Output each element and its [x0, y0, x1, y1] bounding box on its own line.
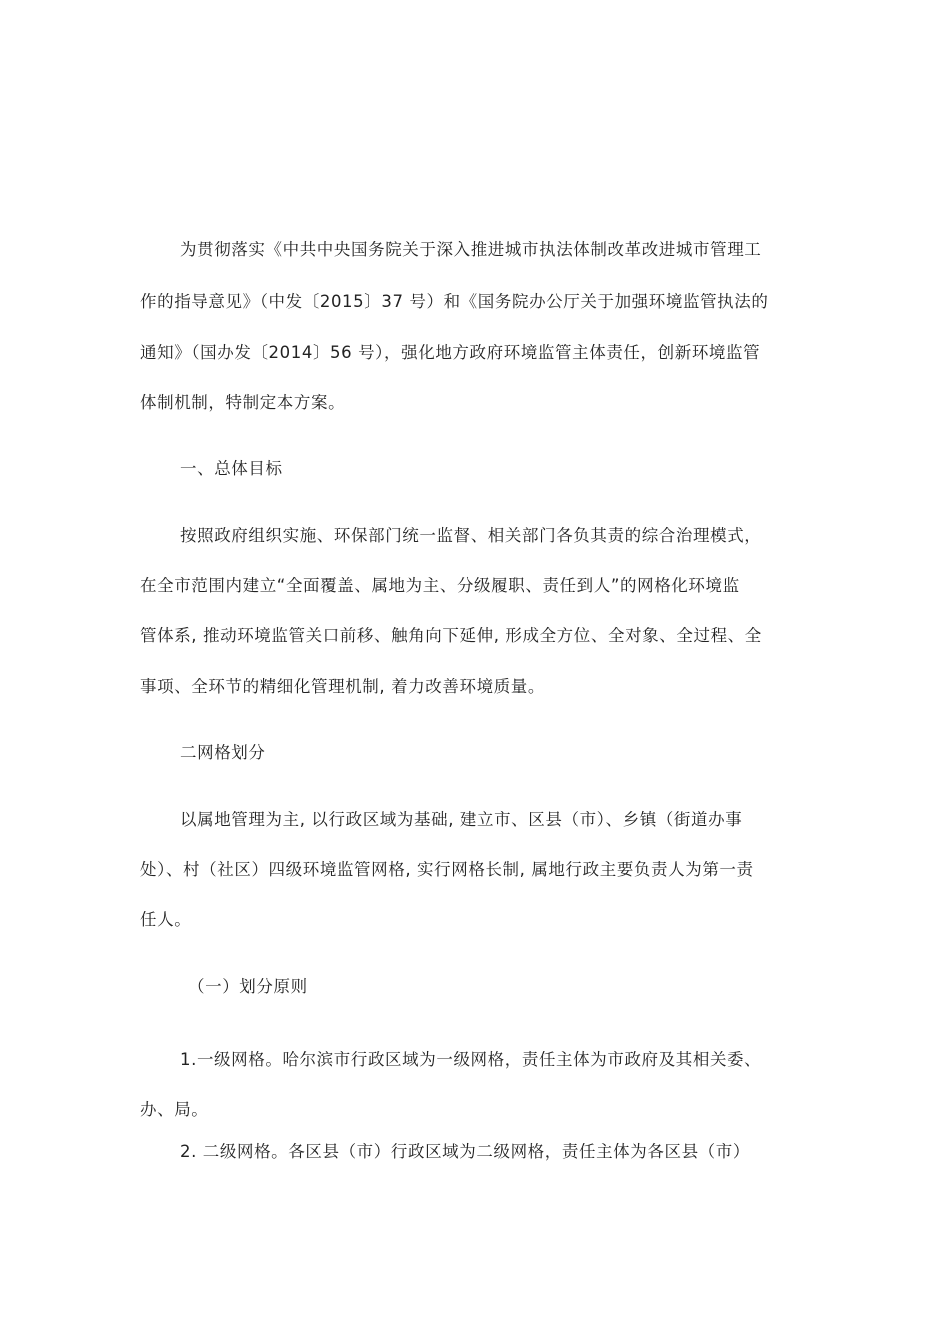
intro-line-1: 为贯彻落实《中共中央国务院关于深入推进城市执法体制改革改进城市管理工	[180, 240, 762, 259]
item1-line-1: 1.一级网格。哈尔滨市行政区域为一级网格，责任主体为市政府及其相关委、	[180, 1050, 762, 1069]
section1-heading: 一、总体目标	[180, 459, 283, 478]
intro-line-3: 通知》（国办发〔2014〕56 号），强化地方政府环境监管主体责任，创新环境监管	[140, 343, 761, 362]
section2-line-1: 以属地管理为主, 以行政区域为基础, 建立市、区县（市）、乡镇（街道办事	[180, 810, 743, 829]
section2-line-3: 任人。	[140, 910, 192, 929]
section1-line-1: 按照政府组织实施、环保部门统一监督、相关部门各负其责的综合治理模式，	[180, 526, 762, 545]
section1-line-3: 管体系, 推动环境监管关口前移、触角向下延伸, 形成全方位、全对象、全过程、全	[140, 626, 762, 645]
intro-line-4: 体制机制，特制定本方案。	[140, 393, 346, 412]
item2-line-1: 2. 二级网格。各区县（市）行政区域为二级网格，责任主体为各区县（市）	[180, 1142, 750, 1161]
section1-line-4: 事项、全环节的精细化管理机制, 着力改善环境质量。	[140, 677, 545, 696]
intro-line-2: 作的指导意见》（中发〔2015〕37 号）和《国务院办公厅关于加强环境监管执法的	[140, 292, 769, 311]
section2-line-2: 处）、村（社区）四级环境监管网格, 实行网格长制, 属地行政主要负责人为第一责	[140, 860, 754, 879]
section1-line-2: 在全市范围内建立“全面覆盖、属地为主、分级履职、责任到人”的网格化环境监	[140, 576, 740, 595]
section2-subheading: （一）划分原则	[188, 977, 308, 996]
item1-line-2: 办、局。	[140, 1100, 209, 1119]
section2-heading: 二网格划分	[180, 743, 266, 762]
